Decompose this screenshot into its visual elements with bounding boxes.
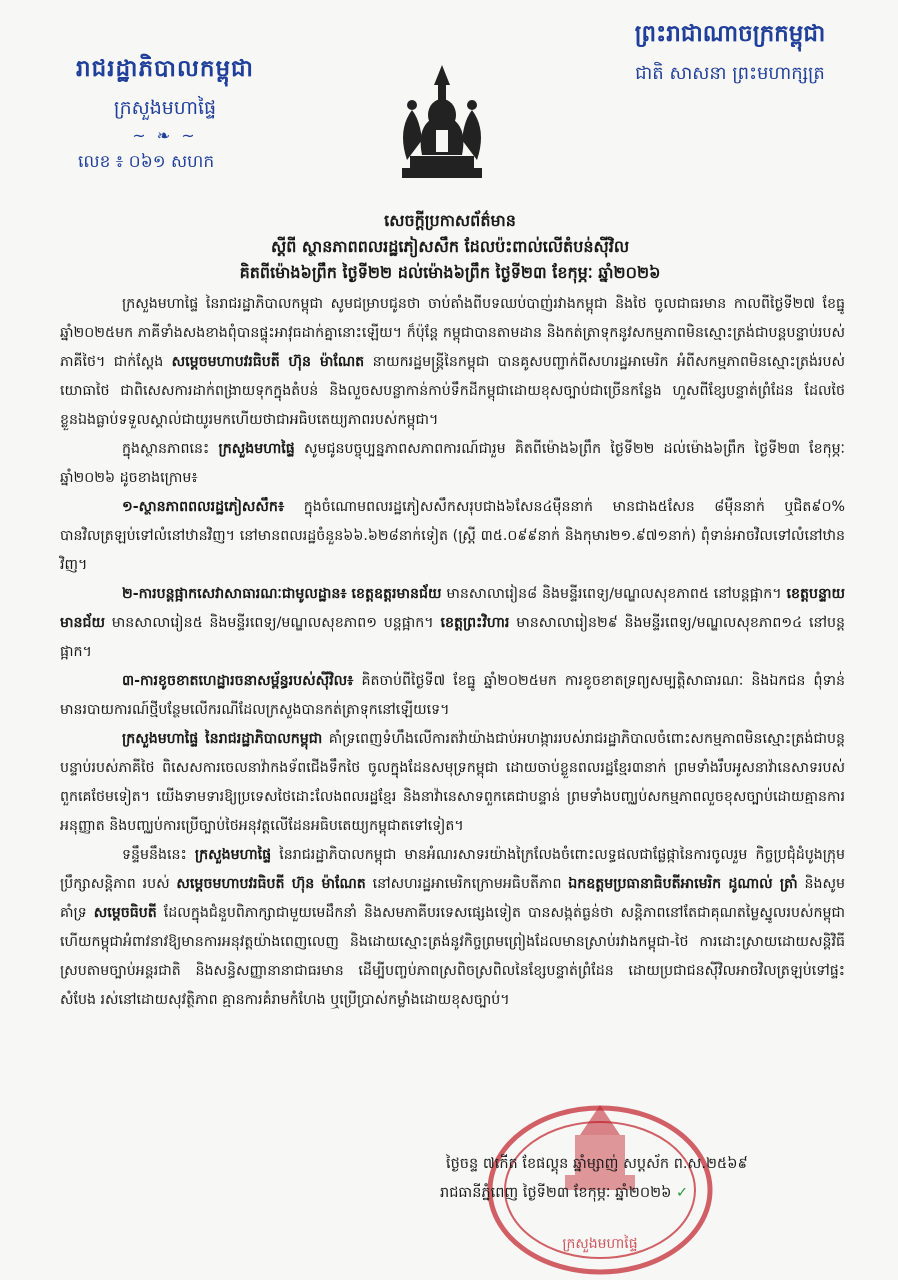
- p5-text-e: ដែលក្នុងជំនួបពិភាក្សាជាមួយមេដឹកនាំ និងសមភាគីបរទេសផ្សេងទៀត បានសង្កត់ធ្ងន់ថា សន្តិភាពនៅតែជាគុណតម្លៃស្នូលរបស់កម្ពុជា ហើយកម្ពុជាអំពាវនាវឱ្យមានការអនុវត្តយ៉ាងពេញលេញ និងដោយស្មោះត្រង់នូវកិច្ចព្រមព្រៀងដែលមានស្រាប់រវាងកម្ពុជា-ថៃ ការដោះស្រាយដោយសន្តិវិធីស្របតាមច្បាប់អន្តរជាតិ និងសន្ធិសញ្ញានានាជាធរមាន ដើម្បីបញ្ចប់ភាពស្រពិចស្រពិលនៃខ្សែបន្ទាត់ព្រំដែន ដោយប្រជាជនស៊ីវិលអាចវិលត្រឡប់ទៅផ្ទះសំបែង រស់នៅដោយសុវត្ថិភាព គ្មានការគំរាមកំហែង ឬប្រើប្រាស់កម្លាំងដោយខុសច្បាប់។: [60, 905, 845, 1008]
- paragraph-2: [60, 435, 845, 493]
- section-3-text: គិតចាប់ពីថ្ងៃទី៧ ខែធ្នូ ឆ្នាំ២០២៥មក ការខូចខាតទ្រព្យសម្បត្តិសាធារណៈ និងឯកជន ពុំទាន់មានរបាយការណ៍ថ្មីបន្ថែមលើករណីដែលក្រសួងបានកត់ត្រាទុកនៅឡើយទេ។: [60, 673, 845, 718]
- document-body: [60, 290, 845, 1015]
- section-2: [60, 580, 845, 667]
- ornament: ~ ❧ ~: [132, 126, 198, 145]
- p4-text: គាំទ្រពេញទំហឹងលើការតវ៉ាយ៉ាងជាប់អហង្ការរបស់រាជរដ្ឋាភិបាលចំពោះសកម្មភាពមិនស្មោះត្រង់ជាបន្តបន្ទាប់របស់ភាគីថៃ ពិសេសការចេលនាវ៉ាកងទ័ពជើងទឹកថៃ ចូលក្នុងដែនសមុទ្រកម្ពុជា ដោយចាប់ខ្លួនពលរដ្ឋខ្មែរ៣នាក់ ព្រមទាំងរឹបអូសនាវ៉ានេសាទរបស់ពួកគេថែមទៀត។ យើងទាមទារឱ្យប្រទេសថៃដោះលែងពលរដ្ឋខ្មែរ និងនាវ៉ានេសាទពួកគេជាបន្ទាន់ ព្រមទាំងបញ្ឈប់សកម្មភាពលួចខុសច្បាប់ដោយគ្មានការអនុញ្ញាត និងបញ្ឈប់ការប្រើច្បាប់ថៃអនុវត្តលើដែនអធិបតេយ្យកម្ពុជាតទៅទៀត។: [60, 731, 845, 834]
- p5-text-c: នៅសហរដ្ឋអាមេរិកក្រោមអធិបតីភាព: [372, 876, 562, 892]
- p1-text-b: នាយករដ្ឋមន្ត្រីនៃកម្ពុជា បានគូសបញ្ជាក់ពីសហរដ្ឋអាមេរិក អំពីសកម្មភាពមិនស្មោះត្រង់របស់យោធាថៃ ជាពិសេសការដាក់ពង្រាយទុកក្នុងតំបន់ និងលួចសបន្លាកាន់កាប់ទឹកដីកម្ពុជាដោយខុសច្បាប់ជាច្រើនកន្លែង ហួសពីខ្សែបន្ទាត់ព្រំដែន ដែលថៃខ្លួនឯងធ្លាប់ទទួលស្គាល់ជាយូរមកហើយថាជាអធិបតេយ្យភាពរបស់កម្ពុជា។: [60, 354, 845, 428]
- section-3: [60, 667, 845, 725]
- government-name: រាជរដ្ឋាភិបាលកម្ពុជា: [76, 56, 254, 82]
- p2-text-b: សូមជូនបច្ចុប្បន្នភាពសភាពការណ៍ជារួម គិតពីម៉ោង៦ព្រឹក ថ្ងៃទី២២ ដល់ម៉ោង៦ព្រឹក ថ្ងៃទី២៣ ខែកុម្ភៈ ឆ្នាំ២០២៦ ដូចខាងក្រោម៖: [60, 441, 845, 486]
- province-1: ខេត្តឧត្ដរមានជ័យ: [351, 586, 442, 602]
- p1-bold: សម្ដេចមហាបវរធិបតី ហ៊ុន ម៉ាណែត: [171, 354, 365, 370]
- province-2: ខេត្តបន្ទាយមានជ័យ: [60, 586, 846, 631]
- check-mark-icon: ✓: [675, 1185, 689, 1201]
- date-block: [440, 1150, 840, 1208]
- paragraph-1: [60, 290, 845, 435]
- p5-text-a: ទន្ទឹមនឹងនេះ: [122, 847, 187, 863]
- paragraph-5: [60, 841, 845, 1015]
- p5-bold-3: ឯកឧត្តមប្រធានាធិបតីអាមេរិក ដូណាល់ ត្រាំ: [568, 876, 798, 892]
- p5-text-d: និងសូមគាំទ្រ: [60, 876, 845, 921]
- kingdom-name: ព្រះរាជាណាចក្រកម្ពុជា: [634, 21, 826, 47]
- section-1: [60, 493, 845, 580]
- ministry-name: ក្រសួងមហាផ្ទៃ: [113, 97, 217, 119]
- section-2-heading: ២-ការបន្តផ្អាកសេវាសាធារណៈជាមូលដ្ឋាន៖: [122, 586, 347, 602]
- lunar-date: ថ្ងៃចន្ទ ៧កើត ខែផល្គុន ឆ្នាំម្សាញ់ សប្តស័ក ព.ស.២៥៦៩: [446, 1156, 748, 1172]
- province-1-text: មានសាលារៀន៨ និងមន្ទីរពេទ្យ/មណ្ឌលសុខភាព៥ នៅបន្តផ្អាក។: [446, 586, 782, 602]
- section-1-text: ក្នុងចំណោមពលរដ្ឋភៀសសឹកសរុបជាង៦សែន៤ម៉ឺននាក់ មានជាង៥សែន ៨ម៉ឺននាក់ ឬជិត៩០% បានវិលត្រឡប់ទៅលំនៅឋានវិញ។ នៅមានពលរដ្ឋចំនួន៦៦.៦២៨នាក់ទៀត (ស្ត្រី ៣៥.០៩៩នាក់ និងកុមារ២១.៩៧១នាក់) ពុំទាន់អាចវិលទៅលំនៅឋានវិញ។: [60, 499, 846, 573]
- p2-text-a: ក្នុងស្ថានភាពនេះ: [122, 441, 210, 457]
- title-line-2: ស្ដីពី ស្ថានភាពពលរដ្ឋភៀសសឹក ដែលប៉ះពាល់លើតំបន់ស៊ីវិល: [270, 237, 630, 256]
- section-1-heading: ១-ស្ថានភាពពលរដ្ឋភៀសសឹក៖: [122, 499, 285, 515]
- document-title: [60, 208, 840, 286]
- province-3-text: មានសាលារៀន២៩ និងមន្ទីរពេទ្យ/មណ្ឌលសុខភាព១៤ នៅបន្តផ្អាក។: [60, 615, 845, 660]
- title-line-3: គិតពីម៉ោង៦ព្រឹក ថ្ងៃទី២២ ដល់ម៉ោង៦ព្រឹក ថ្ងៃទី២៣ ខែកុម្ភៈ ឆ្នាំ២០២៦: [239, 263, 661, 282]
- province-3: ខេត្តព្រះវិហារ: [440, 615, 510, 631]
- province-2-text: មានសាលារៀន៥ និងមន្ទីរពេទ្យ/មណ្ឌលសុខភាព១ បន្តផ្អាក។: [111, 615, 434, 631]
- issuer-header: [40, 55, 290, 176]
- p5-bold-2: សម្ដេចមហាបវរធិបតី ហ៊ុន ម៉ាណែត: [176, 876, 366, 892]
- p4-bold: ក្រសួងមហាផ្ទៃ នៃរាជរដ្ឋាភិបាលកម្ពុជា: [122, 731, 323, 747]
- p5-bold-1: ក្រសួងមហាផ្ទៃ: [194, 847, 272, 863]
- kingdom-header: [600, 20, 860, 88]
- section-3-heading: ៣-ការខូចខាតហេដ្ឋារចនាសម្ព័ន្ធរបស់ស៊ីវិល៖: [122, 673, 354, 689]
- p5-bold-4: សម្ដេចធិបតី: [93, 905, 157, 921]
- place-date: [440, 1179, 840, 1208]
- national-motto: ជាតិ សាសនា ព្រះមហាក្សត្រ: [635, 63, 825, 84]
- royal-emblem-icon: [392, 60, 492, 185]
- reference-number: លេខ ៖ ០៦១ សហក: [78, 152, 215, 172]
- paragraph-4: [60, 725, 845, 841]
- stamp-text: ក្រសួងមហាផ្ទៃ: [562, 1236, 638, 1252]
- title-line-1: សេចក្ដីប្រកាសព័ត៌មាន: [384, 211, 516, 230]
- p2-bold: ក្រសួងមហាផ្ទៃ: [218, 441, 295, 457]
- place-date-text: រាជធានីភ្នំពេញ ថ្ងៃទី២៣ ខែកុម្ភៈ ឆ្នាំ២០២៦: [440, 1185, 672, 1201]
- p1-text-a: ក្រសួងមហាផ្ទៃ នៃរាជរដ្ឋាភិបាលកម្ពុជា សូមជម្រាបជូនថា ចាប់តាំងពីបទឈប់បាញ់រវាងកម្ពុជា និងថៃ ចូលជាធរមាន កាលពីថ្ងៃទី២៧ ខែធ្នូ ឆ្នាំ២០២៥មក ភាគីទាំងសងខាងពុំបានផ្ទុះអាវុធដាក់គ្នានោះឡើយ។ ក៏ប៉ុន្តែ កម្ពុជាបានតាមដាន និងកត់ត្រាទុកនូវសកម្មភាពមិនស្មោះត្រង់ជាបន្តបន្ទាប់របស់ភាគីថៃ។ ជាក់ស្ដែង: [60, 296, 845, 370]
- p5-text-b: នៃរាជរដ្ឋាភិបាលកម្ពុជា មានអំណរសាទរយ៉ាងក្រៃលែងចំពោះលទ្ធផលជាផ្លែផ្កានៃការចូលរួម កិច្ចប្រជុំដំបូងក្រុមប្រឹក្សាសន្តិភាព របស់: [60, 847, 845, 892]
